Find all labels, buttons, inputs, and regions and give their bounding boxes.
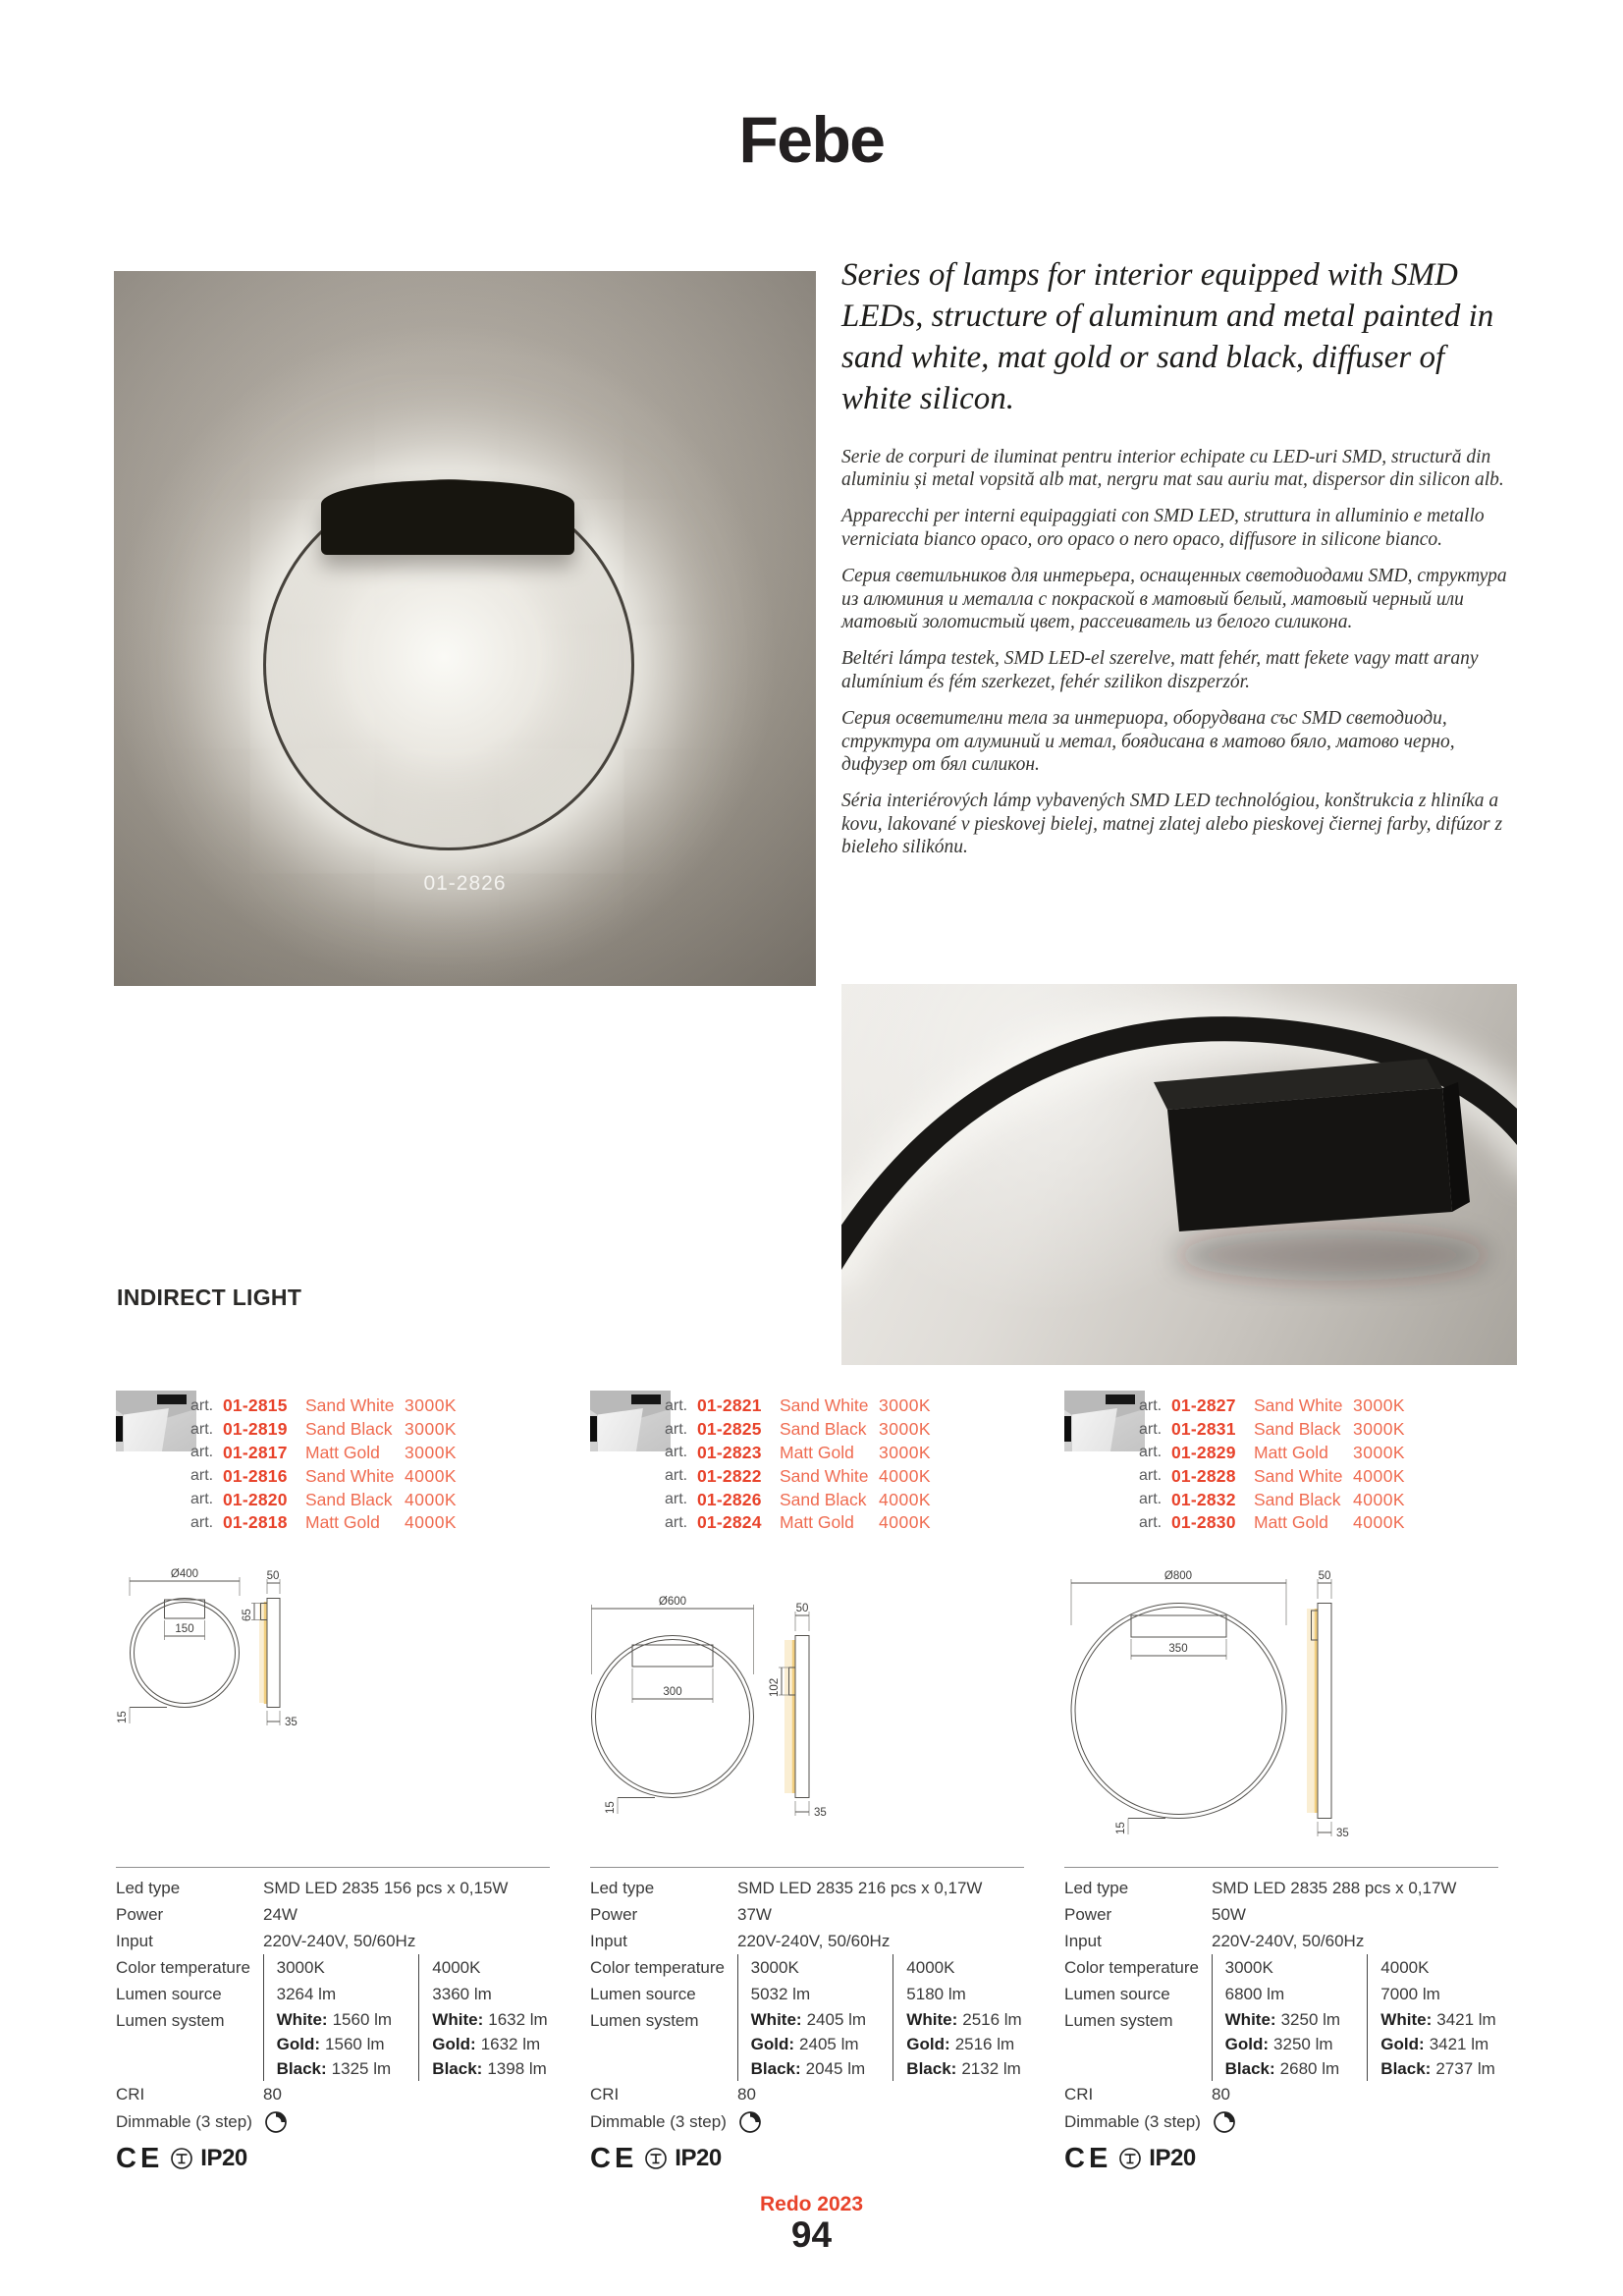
section-label: INDIRECT LIGHT xyxy=(117,1285,302,1310)
article-temp: 3000K xyxy=(1353,1395,1406,1416)
article-row xyxy=(1139,1511,1405,1535)
spec-col-4000k xyxy=(418,1954,550,2081)
dim-diameter: Ø800 xyxy=(1163,1570,1193,1582)
dim-bracket-width: 150 xyxy=(175,1623,194,1635)
spec-table-2 xyxy=(590,1867,1024,2175)
paragraph-it: Apparecchi per interni equipaggiati con SMD LED, struttura in alluminio e metallo verniciata bianco opaco, oro opaco o nero opaco, diffusore in silicone bianco. xyxy=(841,506,1485,550)
spec-col-4000k xyxy=(1367,1954,1498,2081)
article-row xyxy=(190,1418,457,1442)
paragraph-bg: Серия осветителни тела за интериора, оборудвана със SMD светодиоди, структура от алуминий и метал, боядисана в матово бяло, матово черно, дифузер от бял силикон. xyxy=(841,708,1455,775)
spec-value: 80 xyxy=(263,2084,282,2104)
spec-label: Input xyxy=(116,1931,153,1950)
footer-page-number: 94 xyxy=(790,2214,833,2255)
thumbnail-face xyxy=(1072,1408,1117,1451)
product-column-1 xyxy=(116,1383,550,1565)
spec-col-3000k xyxy=(1212,1954,1368,2081)
article-code: 01-2827 xyxy=(1171,1395,1236,1416)
ce-mark: CE xyxy=(590,2142,638,2174)
insulation-class-icon xyxy=(1118,2147,1142,2170)
ce-mark: CE xyxy=(116,2142,164,2174)
spec-row-input xyxy=(1064,1928,1498,1954)
thumbnail-face xyxy=(598,1408,643,1451)
article-finish: Sand Black xyxy=(1254,1489,1341,1509)
article-label: art. xyxy=(1139,1444,1163,1461)
article-code: 01-2824 xyxy=(697,1512,762,1533)
spec-value: 3264 lm xyxy=(276,1984,337,2003)
spec-value: 220V-240V, 50/60Hz xyxy=(263,1931,416,1950)
article-row xyxy=(665,1464,931,1488)
spec-label: Led type xyxy=(590,1878,655,1897)
spec-temp-section xyxy=(116,1954,550,2081)
article-finish: Sand Black xyxy=(1254,1419,1341,1440)
paragraph-ru: Серия светильников для интерьера, оснащенных светодиодами SMD, структура из алюминия и металла с покраской в матовый белый, матовый черный или матовый золотистый цвет, рассеиватель из белого силикона. xyxy=(841,566,1507,632)
article-list xyxy=(665,1394,931,1535)
spec-value: 220V-240V, 50/60Hz xyxy=(1212,1931,1365,1950)
spec-value: 4000K xyxy=(432,1957,481,1977)
spec-row-power xyxy=(1064,1901,1498,1928)
spec-label: Input xyxy=(590,1931,627,1950)
spec-label: CRI xyxy=(1064,2084,1094,2104)
dimension-drawing-2 xyxy=(590,1566,1024,1861)
article-finish: Sand White xyxy=(780,1465,869,1486)
spec-row-cri xyxy=(1064,2081,1498,2107)
article-finish: Sand Black xyxy=(780,1419,867,1440)
certification-logos xyxy=(1064,2142,1498,2175)
article-label: art. xyxy=(190,1491,214,1508)
dim-wall: 35 xyxy=(814,1807,827,1819)
article-temp: 3000K xyxy=(1353,1442,1406,1462)
thumbnail-side xyxy=(116,1416,123,1442)
spec-label: Input xyxy=(1064,1931,1102,1950)
spec-value: 3360 lm xyxy=(432,1984,492,2003)
article-temp: 3000K xyxy=(405,1395,458,1416)
dim-diameter: Ø600 xyxy=(658,1596,687,1608)
spec-row-dimmable xyxy=(1064,2107,1498,2137)
spec-value: 80 xyxy=(737,2084,756,2104)
article-label: art. xyxy=(665,1396,688,1414)
spec-value: White: 3250 lm xyxy=(1224,2009,1341,2029)
thumbnail-bar xyxy=(631,1394,661,1404)
spec-label: CRI xyxy=(590,2084,620,2104)
description-block xyxy=(841,255,1521,858)
spec-label: Lumen system xyxy=(590,2010,699,2030)
ip-rating: IP20 xyxy=(1149,2145,1196,2171)
spec-value: Black: 2045 lm xyxy=(750,2058,866,2078)
article-code: 01-2831 xyxy=(1171,1419,1236,1440)
article-row xyxy=(665,1488,931,1511)
paragraph-hu: Beltéri lámpa testek, SMD LED-el szerelve, matt fehér, matt fekete vagy matt arany alumínium és fém szerkezet, fehér szilikon diszperzór. xyxy=(841,648,1479,692)
ce-mark: CE xyxy=(1064,2142,1112,2174)
article-finish: Matt Gold xyxy=(780,1512,854,1533)
product-column-2 xyxy=(590,1383,1024,1565)
product-thumbnail xyxy=(116,1391,196,1451)
article-list xyxy=(1139,1394,1405,1535)
spec-row-power xyxy=(116,1901,550,1928)
article-code: 01-2816 xyxy=(223,1465,288,1486)
article-row xyxy=(1139,1464,1405,1488)
spec-value: White: 3421 lm xyxy=(1380,2009,1496,2029)
article-code: 01-2826 xyxy=(697,1489,762,1509)
dim-bracket-width: 350 xyxy=(1168,1643,1188,1655)
article-row xyxy=(665,1511,931,1535)
spec-value: Black: 2132 lm xyxy=(906,2058,1021,2078)
article-label: art. xyxy=(190,1467,214,1485)
article-code: 01-2815 xyxy=(223,1395,288,1416)
article-finish: Sand White xyxy=(305,1395,395,1416)
thumbnail-bar xyxy=(1106,1394,1135,1404)
spec-label: Color temperature xyxy=(116,1957,251,1977)
article-code: 01-2817 xyxy=(223,1442,288,1462)
article-finish: Sand Black xyxy=(305,1419,393,1440)
product-thumbnail xyxy=(590,1391,671,1451)
spec-label: Led type xyxy=(116,1878,181,1897)
spec-label: Color temperature xyxy=(1064,1957,1200,1977)
article-finish: Matt Gold xyxy=(780,1442,854,1462)
article-temp: 4000K xyxy=(879,1512,932,1533)
arc-lamp-graphic xyxy=(841,984,1517,1365)
article-label: art. xyxy=(665,1444,688,1461)
spec-label: Lumen system xyxy=(1064,2010,1173,2030)
certification-logos xyxy=(590,2142,1024,2175)
article-row xyxy=(1139,1442,1405,1465)
article-finish: Sand White xyxy=(1254,1465,1343,1486)
spec-row-dimmable xyxy=(116,2107,550,2137)
spec-row-input xyxy=(590,1928,1024,1954)
dim-wall: 35 xyxy=(1336,1828,1349,1839)
spec-value: White: 1632 lm xyxy=(432,2009,548,2029)
article-finish: Sand Black xyxy=(305,1489,393,1509)
article-label: art. xyxy=(190,1396,214,1414)
spec-table-3 xyxy=(1064,1867,1498,2175)
article-temp: 4000K xyxy=(405,1465,458,1486)
spec-value: Gold: 2405 lm xyxy=(750,2034,859,2053)
spec-label: Dimmable (3 step) xyxy=(590,2112,727,2131)
article-finish: Matt Gold xyxy=(305,1442,380,1462)
dim-offset: 15 xyxy=(605,1801,617,1814)
spec-value: SMD LED 2835 156 pcs x 0,15W xyxy=(263,1878,509,1897)
article-temp: 4000K xyxy=(1353,1465,1406,1486)
article-row xyxy=(1139,1488,1405,1511)
detail-photo xyxy=(841,984,1517,1365)
spec-value: 4000K xyxy=(1380,1957,1430,1977)
spec-value: 24W xyxy=(263,1904,298,1924)
product-thumbnail xyxy=(1064,1391,1145,1451)
spec-temp-section xyxy=(590,1954,1024,2081)
ip-rating: IP20 xyxy=(675,2145,722,2171)
footer-brand: Redo 2023 xyxy=(759,2193,864,2215)
spec-label: Lumen source xyxy=(590,1984,696,2003)
thumbnail-side xyxy=(1064,1416,1071,1442)
spec-col-3000k xyxy=(737,1954,893,2081)
article-row xyxy=(1139,1394,1405,1418)
description-headline: Series of lamps for interior equipped with SMD LEDs, structure of aluminum and metal painted in sand white, mat gold or sand black, diffuser of white silicon. xyxy=(841,257,1494,416)
spec-value: Black: 2680 lm xyxy=(1224,2058,1340,2078)
spec-value: 220V-240V, 50/60Hz xyxy=(737,1931,891,1950)
spec-value: 7000 lm xyxy=(1380,1984,1440,2003)
spec-value: 80 xyxy=(1212,2084,1230,2104)
spec-row-dimmable xyxy=(590,2107,1024,2137)
dim-wall: 35 xyxy=(285,1717,298,1728)
thumbnail-side xyxy=(590,1416,597,1442)
article-code: 01-2823 xyxy=(697,1442,762,1462)
spec-value: Gold: 1560 lm xyxy=(276,2034,385,2053)
spec-label: Lumen system xyxy=(116,2010,225,2030)
article-finish: Sand White xyxy=(305,1465,395,1486)
spec-value: 3000K xyxy=(750,1957,799,1977)
spec-row-power xyxy=(590,1901,1024,1928)
article-list xyxy=(190,1394,457,1535)
spec-label: CRI xyxy=(116,2084,145,2104)
spec-value: 5180 lm xyxy=(906,1984,966,2003)
spec-row-cri xyxy=(116,2081,550,2107)
photo-caption: 01-2826 xyxy=(423,872,507,895)
article-row xyxy=(190,1464,457,1488)
article-row xyxy=(1139,1418,1405,1442)
article-label: art. xyxy=(190,1420,214,1438)
article-row xyxy=(190,1488,457,1511)
article-label: art. xyxy=(665,1420,688,1438)
spec-table-1 xyxy=(116,1867,550,2175)
article-finish: Matt Gold xyxy=(1254,1512,1328,1533)
spec-label: Led type xyxy=(1064,1878,1129,1897)
insulation-class-icon xyxy=(644,2147,668,2170)
article-temp: 3000K xyxy=(879,1442,932,1462)
article-code: 01-2830 xyxy=(1171,1512,1236,1533)
spec-value: 3000K xyxy=(276,1957,325,1977)
spec-temp-section xyxy=(1064,1954,1498,2081)
article-row xyxy=(665,1442,931,1465)
article-label: art. xyxy=(1139,1491,1163,1508)
article-label: art. xyxy=(665,1467,688,1485)
spec-row-led xyxy=(590,1875,1024,1901)
dim-bracket-height: 102 xyxy=(769,1677,781,1697)
spec-row-input xyxy=(116,1928,550,1954)
spec-value: SMD LED 2835 216 pcs x 0,17W xyxy=(737,1878,983,1897)
insulation-class-icon xyxy=(170,2147,193,2170)
article-code: 01-2825 xyxy=(697,1419,762,1440)
dimmable-icon xyxy=(1212,2109,1237,2135)
spec-value: 6800 lm xyxy=(1224,1984,1285,2003)
dim-depth: 50 xyxy=(1318,1570,1331,1582)
article-label: art. xyxy=(190,1513,214,1531)
dim-bracket-width: 300 xyxy=(663,1686,682,1698)
article-row xyxy=(190,1442,457,1465)
thumbnail-face xyxy=(124,1408,169,1451)
spec-value: White: 2405 lm xyxy=(750,2009,867,2029)
article-temp: 4000K xyxy=(1353,1489,1406,1509)
certification-logos xyxy=(116,2142,550,2175)
hero-photo xyxy=(114,271,816,986)
spec-value: Black: 1325 lm xyxy=(276,2058,392,2078)
dim-offset: 15 xyxy=(1115,1822,1127,1834)
spec-row-led xyxy=(116,1875,550,1901)
spec-value: Gold: 2516 lm xyxy=(906,2034,1015,2053)
spec-row-cri xyxy=(590,2081,1024,2107)
dim-diameter: Ø400 xyxy=(170,1568,199,1580)
spec-label: Color temperature xyxy=(590,1957,726,1977)
spec-label: Dimmable (3 step) xyxy=(116,2112,252,2131)
article-label: art. xyxy=(1139,1420,1163,1438)
dimension-drawing-1 xyxy=(116,1566,550,1861)
article-row xyxy=(190,1511,457,1535)
spec-label: Power xyxy=(116,1904,164,1924)
dim-offset: 15 xyxy=(117,1711,129,1723)
article-temp: 3000K xyxy=(405,1419,458,1440)
article-temp: 3000K xyxy=(879,1395,932,1416)
dim-bracket-height: 65 xyxy=(242,1609,253,1621)
spec-value: 4000K xyxy=(906,1957,955,1977)
article-code: 01-2820 xyxy=(223,1489,288,1509)
lamp-mount-bracket xyxy=(321,480,574,555)
article-temp: 4000K xyxy=(405,1489,458,1509)
article-label: art. xyxy=(190,1444,214,1461)
article-temp: 3000K xyxy=(405,1442,458,1462)
dim-depth: 50 xyxy=(266,1570,280,1582)
dimension-drawing-3 xyxy=(1064,1566,1498,1861)
spec-label: Power xyxy=(590,1904,638,1924)
ip-rating: IP20 xyxy=(200,2145,247,2171)
article-finish: Sand White xyxy=(780,1395,869,1416)
spec-value: SMD LED 2835 288 pcs x 0,17W xyxy=(1212,1878,1457,1897)
spec-value: Black: 1398 lm xyxy=(432,2058,547,2078)
article-code: 01-2832 xyxy=(1171,1489,1236,1509)
spec-value: White: 1560 lm xyxy=(276,2009,393,2029)
article-finish: Sand White xyxy=(1254,1395,1343,1416)
article-row xyxy=(665,1394,931,1418)
article-label: art. xyxy=(1139,1513,1163,1531)
spec-label: Lumen source xyxy=(116,1984,222,2003)
spec-label: Power xyxy=(1064,1904,1112,1924)
article-label: art. xyxy=(665,1513,688,1531)
article-finish: Matt Gold xyxy=(305,1512,380,1533)
spec-col-4000k xyxy=(893,1954,1024,2081)
article-row xyxy=(665,1418,931,1442)
spec-value: 5032 lm xyxy=(750,1984,811,2003)
article-code: 01-2829 xyxy=(1171,1442,1236,1462)
article-code: 01-2821 xyxy=(697,1395,762,1416)
thumbnail-bar xyxy=(157,1394,187,1404)
article-temp: 4000K xyxy=(405,1512,458,1533)
article-temp: 3000K xyxy=(1353,1419,1406,1440)
spec-value: Gold: 1632 lm xyxy=(432,2034,541,2053)
spec-label: Dimmable (3 step) xyxy=(1064,2112,1201,2131)
article-label: art. xyxy=(1139,1467,1163,1485)
article-code: 01-2828 xyxy=(1171,1465,1236,1486)
spec-label: Lumen source xyxy=(1064,1984,1170,2003)
paragraph-sk: Séria interiérových lámp vybavených SMD LED technológiou, konštrukcia z hliníka a kovu, lakované v pieskovej bielej, matnej zlatej alebo pieskovej čiernej farby, difúzor z bieleho silikónu. xyxy=(841,791,1503,858)
spec-value: White: 2516 lm xyxy=(906,2009,1022,2029)
spec-value: 37W xyxy=(737,1904,772,1924)
article-temp: 3000K xyxy=(879,1419,932,1440)
dim-depth: 50 xyxy=(795,1603,809,1614)
product-column-3 xyxy=(1064,1383,1498,1565)
article-label: art. xyxy=(1139,1396,1163,1414)
article-temp: 4000K xyxy=(1353,1512,1406,1533)
dimmable-icon xyxy=(263,2109,289,2135)
article-code: 01-2822 xyxy=(697,1465,762,1486)
article-finish: Sand Black xyxy=(780,1489,867,1509)
article-label: art. xyxy=(665,1491,688,1508)
paragraph-ro: Serie de corpuri de iluminat pentru interior echipate cu LED-uri SMD, structură din aluminiu și metal vopsită alb mat, nergru mat sau auriu mat, dispersor din silicon alb. xyxy=(841,446,1504,491)
description-paragraphs xyxy=(841,446,1521,859)
spec-value: Gold: 3421 lm xyxy=(1380,2034,1489,2053)
article-temp: 4000K xyxy=(879,1489,932,1509)
spec-value: Black: 2737 lm xyxy=(1380,2058,1495,2078)
spec-value: Gold: 3250 lm xyxy=(1224,2034,1333,2053)
spec-value: 50W xyxy=(1212,1904,1246,1924)
spec-col-3000k xyxy=(263,1954,419,2081)
article-row xyxy=(190,1394,457,1418)
dimmable-icon xyxy=(737,2109,763,2135)
article-code: 01-2818 xyxy=(223,1512,288,1533)
article-finish: Matt Gold xyxy=(1254,1442,1328,1462)
page-title: Febe xyxy=(738,103,885,176)
spec-value: 3000K xyxy=(1224,1957,1273,1977)
article-code: 01-2819 xyxy=(223,1419,288,1440)
article-temp: 4000K xyxy=(879,1465,932,1486)
spec-row-led xyxy=(1064,1875,1498,1901)
